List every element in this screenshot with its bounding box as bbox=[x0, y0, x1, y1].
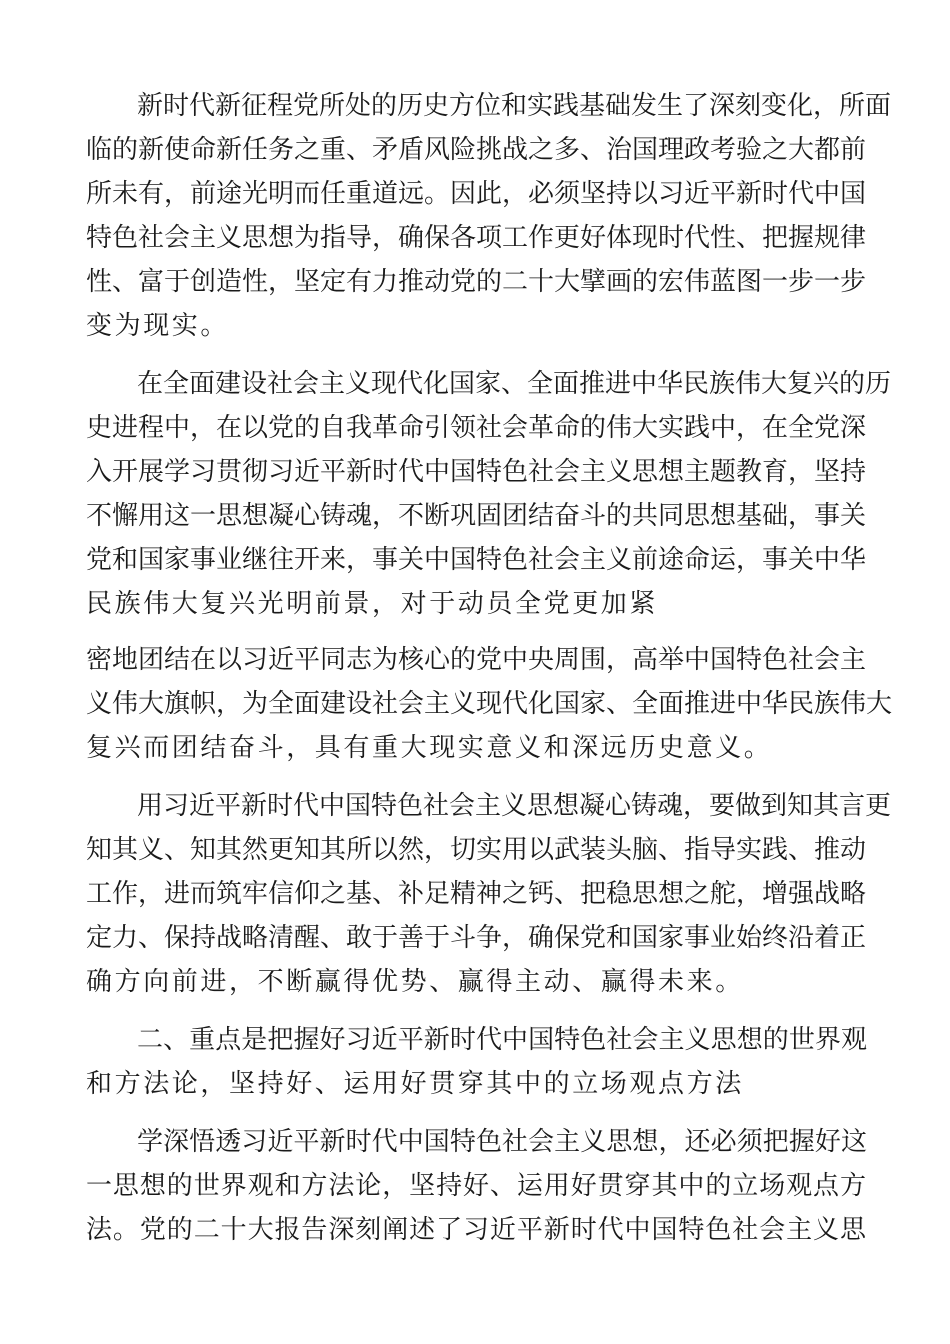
paragraph-4-line-4: 定力、保持战略清醒、敢于善于斗争，确保党和国家事业始终沿着正 bbox=[86, 923, 867, 953]
paragraph-4-line-3: 工作，进而筑牢信仰之基、补足精神之钙、把稳思想之舵，增强战略 bbox=[86, 879, 867, 909]
section-heading-line-2: 和方法论，坚持好、运用好贯穿其中的立场观点方法 bbox=[86, 1069, 744, 1099]
paragraph-6-line-1: 学深悟透习近平新时代中国特色社会主义思想，还必须把握好这 bbox=[137, 1127, 867, 1157]
paragraph-6-line-3: 法。党的二十大报告深刻阐述了习近平新时代中国特色社会主义思 bbox=[86, 1215, 866, 1245]
paragraph-4-line-5: 确方向前进，不断赢得优势、赢得主动、赢得未来。 bbox=[86, 967, 744, 997]
paragraph-2-line-2: 史进程中，在以党的自我革命引领社会革命的伟大实践中，在全党深 bbox=[86, 413, 867, 443]
paragraph-1-line-1: 新时代新征程党所处的历史方位和实践基础发生了深刻变化，所面 bbox=[137, 91, 892, 121]
paragraph-4-line-2: 知其义、知其然更知其所以然，切实用以武装头脑、指导实践、推动 bbox=[86, 835, 867, 865]
paragraph-1-line-2: 临的新使命新任务之重、矛盾风险挑战之多、治国理政考验之大都前 bbox=[86, 135, 867, 165]
paragraph-1-line-3: 所未有，前途光明而任重道远。因此，必须坚持以习近平新时代中国 bbox=[86, 179, 867, 209]
paragraph-2-line-6: 民族伟大复兴光明前景，对于动员全党更加紧 bbox=[86, 589, 659, 619]
paragraph-1-line-4: 特色社会主义思想为指导，确保各项工作更好体现时代性、把握规律 bbox=[86, 223, 867, 253]
paragraph-4-line-1: 用习近平新时代中国特色社会主义思想凝心铸魂，要做到知其言更 bbox=[137, 791, 892, 821]
paragraph-2-line-3: 入开展学习贯彻习近平新时代中国特色社会主义思想主题教育，坚持 bbox=[86, 457, 867, 487]
paragraph-2-line-4: 不懈用这一思想凝心铸魂，不断巩固团结奋斗的共同思想基础，事关 bbox=[86, 501, 867, 531]
paragraph-6-line-2: 一思想的世界观和方法论，坚持好、运用好贯穿其中的立场观点方 bbox=[86, 1171, 866, 1201]
paragraph-3-line-3: 复兴而团结奋斗，具有重大现实意义和深远历史意义。 bbox=[86, 733, 773, 763]
section-heading-line-1: 二、重点是把握好习近平新时代中国特色社会主义思想的世界观 bbox=[137, 1025, 867, 1055]
paragraph-1-line-5: 性、富于创造性，坚定有力推动党的二十大擘画的宏伟蓝图一步一步 bbox=[86, 267, 867, 297]
paragraph-2-line-1: 在全面建设社会主义现代化国家、全面推进中华民族伟大复兴的历 bbox=[137, 369, 892, 399]
paragraph-2-line-5: 党和国家事业继往开来，事关中国特色社会主义前途命运，事关中华 bbox=[86, 545, 867, 575]
paragraph-1-line-6: 变为现实。 bbox=[86, 311, 230, 341]
paragraph-3-line-2: 义伟大旗帜，为全面建设社会主义现代化国家、全面推进中华民族伟大 bbox=[86, 689, 893, 719]
paragraph-3-line-1: 密地团结在以习近平同志为核心的党中央周围，高举中国特色社会主 bbox=[86, 645, 867, 675]
